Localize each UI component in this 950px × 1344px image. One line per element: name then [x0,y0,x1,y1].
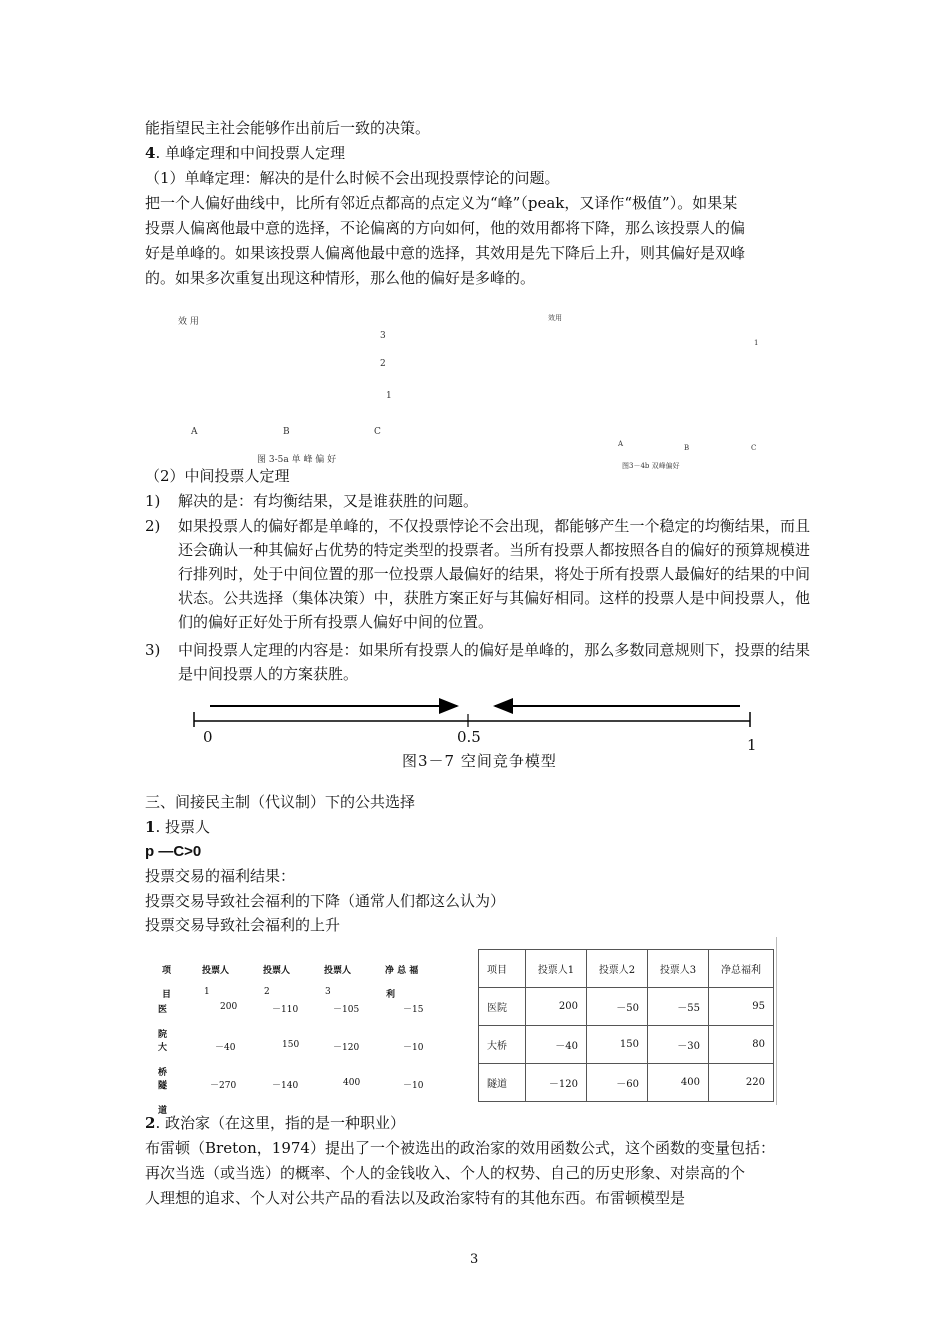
text-line: 能指望民主社会能够作出前后一致的决策。 [145,119,431,137]
section-title: . 投票人 [155,818,210,836]
subsection-heading [145,815,210,839]
figure-a-label-1: 1 [386,391,392,401]
figure-b-label-C: C [751,444,757,452]
figure-a-label-A: A [191,427,198,437]
table-cell: －120 [333,1043,360,1053]
section-heading [145,141,345,165]
section-title: . 政治家（在这里，指的是一种职业） [155,1114,405,1132]
table-header: 目 [162,990,172,1000]
figure-b-label-B: B [684,444,690,452]
table-cell: －270 [210,1081,237,1091]
table-header: 投票人 [324,966,352,976]
figure-a-label-B: B [283,427,290,437]
text-line: 投票交易导致社会福利的下降（通常人们都这么认为） [145,892,506,910]
text-line: （1）单峰定理：解决的是什么时候不会出现投票悖论的问题。 [145,169,560,187]
table-cell: 400 [343,1078,361,1088]
text-line: 投票人偏离他最中意的选择，不论偏离的方向如何，他的效用都将下降，那么该投票人的偏 [145,219,746,237]
subsection-heading [145,1111,405,1135]
text-line: 的。如果多次重复出现这种情形，那么他的偏好是多峰的。 [145,269,536,287]
figure-b-caption: 图3－4b 双峰偏好 [622,462,680,470]
table-cell: 200 [220,1002,238,1012]
row-label: 道 [158,1106,168,1116]
row-label: 院 [158,1030,168,1040]
figure-a-label-C: C [374,427,381,437]
text-line: 布雷顿（Breton，1974）提出了一个被选出的政治家的效用函数公式，这个函数的变量包括： [145,1139,775,1157]
page-number: 3 [470,1252,479,1267]
table-header: 投票人 [263,966,291,976]
axis-label-0: 0 [203,728,213,746]
row-label: 桥 [158,1068,168,1078]
table-cell: 400 [648,1064,709,1102]
section-number: 2 [145,1114,156,1132]
table-cell: －10 [403,1043,424,1053]
table-header: 利 [386,990,396,1000]
subsection-title: （2）中间投票人定理 [145,467,290,485]
table-row [479,988,774,1026]
table-cell: 95 [709,988,774,1026]
list-text: 解决的是：有均衡结果，又是谁获胜的问题。 [178,492,479,510]
row-label: 隧道 [479,1064,526,1102]
table-cell: 220 [709,1064,774,1102]
table-cell: －50 [587,988,648,1026]
list-item [145,489,810,513]
figure-caption: 图3－7 空间竞争模型 [402,752,557,770]
table-header: 项目 [479,950,526,988]
list-text: 如果投票人的偏好都是单峰的，不仅投票悖论不会出现，都能够产生一个稳定的均衡结果，而且还会确认一种其偏好占优势的特定类型的投票者。当所有投票人都按照各自的偏好的预算规模进行排列时，处于中间位置的那一位投票人最偏好的结果，将处于所有投票人最偏好的结果的中间状态。公共选择（集体决策）中，获胜方案正好与其偏好相同。这样的投票人是中间投票人，他们的偏好正好处于所有投票人偏好中间的位置。 [178,517,810,631]
table-cell: －110 [272,1005,299,1015]
table-cell: －55 [648,988,709,1026]
table-header: 投票人1 [526,950,587,988]
section-number: 1 [145,818,156,836]
table-row [479,1026,774,1064]
table-cell: －60 [587,1064,648,1102]
table-header: 2 [264,987,270,997]
table-cell: －105 [333,1005,360,1015]
table-header: 投票人 [202,966,230,976]
axis-label-1: 1 [747,736,757,754]
table-header: 净总福利 [709,950,774,988]
row-label: 医 [158,1005,168,1015]
text-line: 投票交易导致社会福利的上升 [145,916,341,934]
table-header: 投票人3 [648,950,709,988]
table-cell: －140 [272,1081,299,1091]
list-item [145,514,810,634]
table-header: 投票人2 [587,950,648,988]
section-heading: 三、间接民主制（代议制）下的公共选择 [145,793,416,811]
row-label: 大桥 [479,1026,526,1064]
table-header-row [479,950,774,988]
table-header: 项 [162,966,172,976]
table-header: 1 [204,987,210,997]
list-text: 中间投票人定理的内容是：如果所有投票人的偏好是单峰的，那么多数同意规则下，投票的结果是中间投票人的方案获胜。 [178,641,810,683]
table-cell: 150 [587,1026,648,1064]
figure-b-label-1: 1 [754,339,759,347]
table-row [479,1064,774,1102]
table-cell: 200 [526,988,587,1026]
list-item [145,638,810,686]
text-line: 好是单峰的。如果该投票人偏离他最中意的选择，其效用是先下降后上升，则其偏好是双峰 [145,244,746,262]
list-number: 1) [145,492,161,510]
row-label: 医院 [479,988,526,1026]
figure-a-ylabel: 效 用 [178,317,199,327]
figure-a-label-2: 2 [380,359,386,369]
table-header: 净 总 福 [385,966,419,976]
text-line: 把一个人偏好曲线中，比所有邻近点都高的点定义为“峰”（peak，又译作“极值”）。如果某 [145,194,738,212]
section-number: 4 [145,144,156,162]
table-cell: －120 [526,1064,587,1102]
axis-label-mid: 0.5 [457,728,481,746]
row-label: 隧 [158,1081,168,1091]
divider [776,937,777,1105]
table-cell: －10 [403,1081,424,1091]
figure-a-label-3: 3 [380,331,386,341]
welfare-table-increase [478,949,774,1102]
list-number: 2) [145,517,161,535]
text-line: 投票交易的福利结果： [145,867,296,885]
table-header: 3 [325,987,331,997]
table-cell: －15 [403,1005,424,1015]
list-number: 3) [145,641,161,659]
table-cell: －30 [648,1026,709,1064]
text-line: 人理想的追求、个人对公共产品的看法以及政治家特有的其他东西。布雷顿模型是 [145,1189,686,1207]
table-cell: －40 [215,1043,236,1053]
figure-a-caption: 图 3-5a 单 峰 偏 好 [257,455,337,465]
figure-b-label-A: A [618,440,624,448]
figure-b-ylabel: 效用 [548,314,562,322]
text-line: 再次当选（或当选）的概率、个人的金钱收入、个人的权势、自己的历史形象、对崇高的个 [145,1164,746,1182]
table-cell: 150 [282,1040,300,1050]
section-title: . 单峰定理和中间投票人定理 [155,144,345,162]
formula: p —C>0 [145,843,202,860]
table-cell: －40 [526,1026,587,1064]
row-label: 大 [158,1043,168,1053]
table-cell: 80 [709,1026,774,1064]
